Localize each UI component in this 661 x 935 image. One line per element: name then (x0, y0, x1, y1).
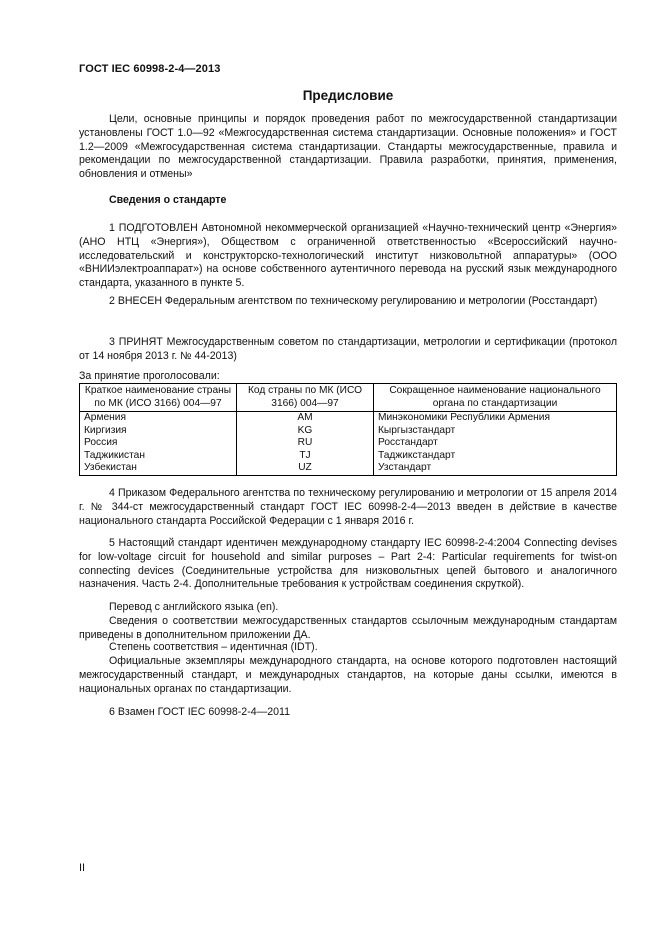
vote-caption: За принятие проголосовали: (79, 370, 220, 382)
country-name: Армения (80, 412, 237, 425)
country-name: Таджикистан (80, 450, 237, 463)
document-header: ГОСТ IEC 60998-2-4—2013 (79, 63, 221, 75)
table-row (80, 412, 617, 425)
item-3-paragraph: 3 ПРИНЯТ Межгосударственным советом по стандартизации, метрологии и сертификации (протокол от 14 ноября 2013 г. № 44-2013) (79, 336, 617, 362)
country-name: Узбекистан (80, 462, 237, 475)
table-row (80, 437, 617, 450)
table-row (80, 462, 617, 475)
standards-body: Росстандарт (374, 437, 617, 450)
item-1-paragraph: 1 ПОДГОТОВЛЕН Автономной некоммерческой организацией «Научно-технический центр «Энергия» (АНО НТЦ «Энергия»), Обществом с ограниченной ответственностью «Всероссийский научно-исследовательский и конструкторско-технологический институт низковольтной аппаратуры» (ООО «ВНИИэлектроаппарат») на основе собственного аутентичного перевода на русский язык международного стандарта, указанного в пункте 5. (79, 222, 617, 290)
standards-body: Кыргызстандарт (374, 425, 617, 438)
section-title: Сведения о стандарте (109, 194, 227, 206)
item-5-translation: Перевод с английского языка (en). (109, 601, 279, 613)
item-5-official-copies: Официальные экземпляры международного стандарта, на основе которого подготовлен настоящий межгосударственный стандарт, и международных стандартов, на которые даны ссылки, имеются в национальных органах по стандартизации. (79, 655, 617, 695)
item-5-degree: Степень соответствия – идентичная (IDT). (109, 641, 318, 653)
column-header: Сокращенное наименование национального органа по стандартизации (374, 384, 617, 412)
item-5-paragraph: 5 Настоящий стандарт идентичен международному стандарту IEC 60998-2-4:2004 Connecting devises for low-voltage circuit for household and similar purposes – Part 2-4: Particular requirements for twist-on connecting devices (Соединительные устройства для низковольтных цепей бытового и аналогичного назначения. Часть 2-4. Дополнительные требования к устройствам соединения скруткой). (79, 537, 617, 591)
table-row (80, 425, 617, 438)
table-row (80, 450, 617, 463)
column-header: Краткое наименование страны по МК (ИСО 3166) 004—97 (80, 384, 237, 412)
page-title: Предисловие (302, 88, 394, 103)
item-4-paragraph: 4 Приказом Федерального агентства по техническому регулированию и метрологии от 15 апреля 2014 г. № 344-ст межгосударственный стандарт ГОСТ IEC 60998-2-4—2013 введен в действие в качестве национального стандарта Российской Федерации с 1 января 2016 г. (79, 487, 617, 527)
standards-body: Узстандарт (374, 462, 617, 475)
page-number: II (79, 862, 86, 874)
voting-table (79, 383, 617, 476)
country-code: AM (237, 412, 374, 425)
intro-paragraph: Цели, основные принципы и порядок проведения работ по межгосударственной стандартизации установлены ГОСТ 1.0—92 «Межгосударственная система стандартизации. Основные положения» и ГОСТ 1.2—2009 «Межгосударственная система стандартизации. Стандарты межгосударственные, правила и рекомендации по межгосударственной стандартизации. Правила разработки, принятия, применения, обновления и отмены» (79, 113, 617, 181)
item-6-paragraph: 6 Взамен ГОСТ IEC 60998-2-4—2011 (109, 706, 290, 718)
item-5-references: Сведения о соответствии межгосударственных стандартов ссылочным международным стандартам приведены в дополнительном приложении ДА. (79, 615, 617, 641)
item-2-paragraph: 2 ВНЕСЕН Федеральным агентством по техническому регулированию и метрологии (Росстандарт) (109, 295, 598, 307)
country-name: Киргизия (80, 425, 237, 438)
country-code: RU (237, 437, 374, 450)
standards-body: Минэкономики Республики Армения (374, 412, 617, 425)
country-code: KG (237, 425, 374, 438)
column-header: Код страны по МК (ИСО 3166) 004—97 (237, 384, 374, 412)
country-code: UZ (237, 462, 374, 475)
country-code: TJ (237, 450, 374, 463)
country-name: Россия (80, 437, 237, 450)
standards-body: Таджикстандарт (374, 450, 617, 463)
table-header-row (80, 384, 617, 412)
